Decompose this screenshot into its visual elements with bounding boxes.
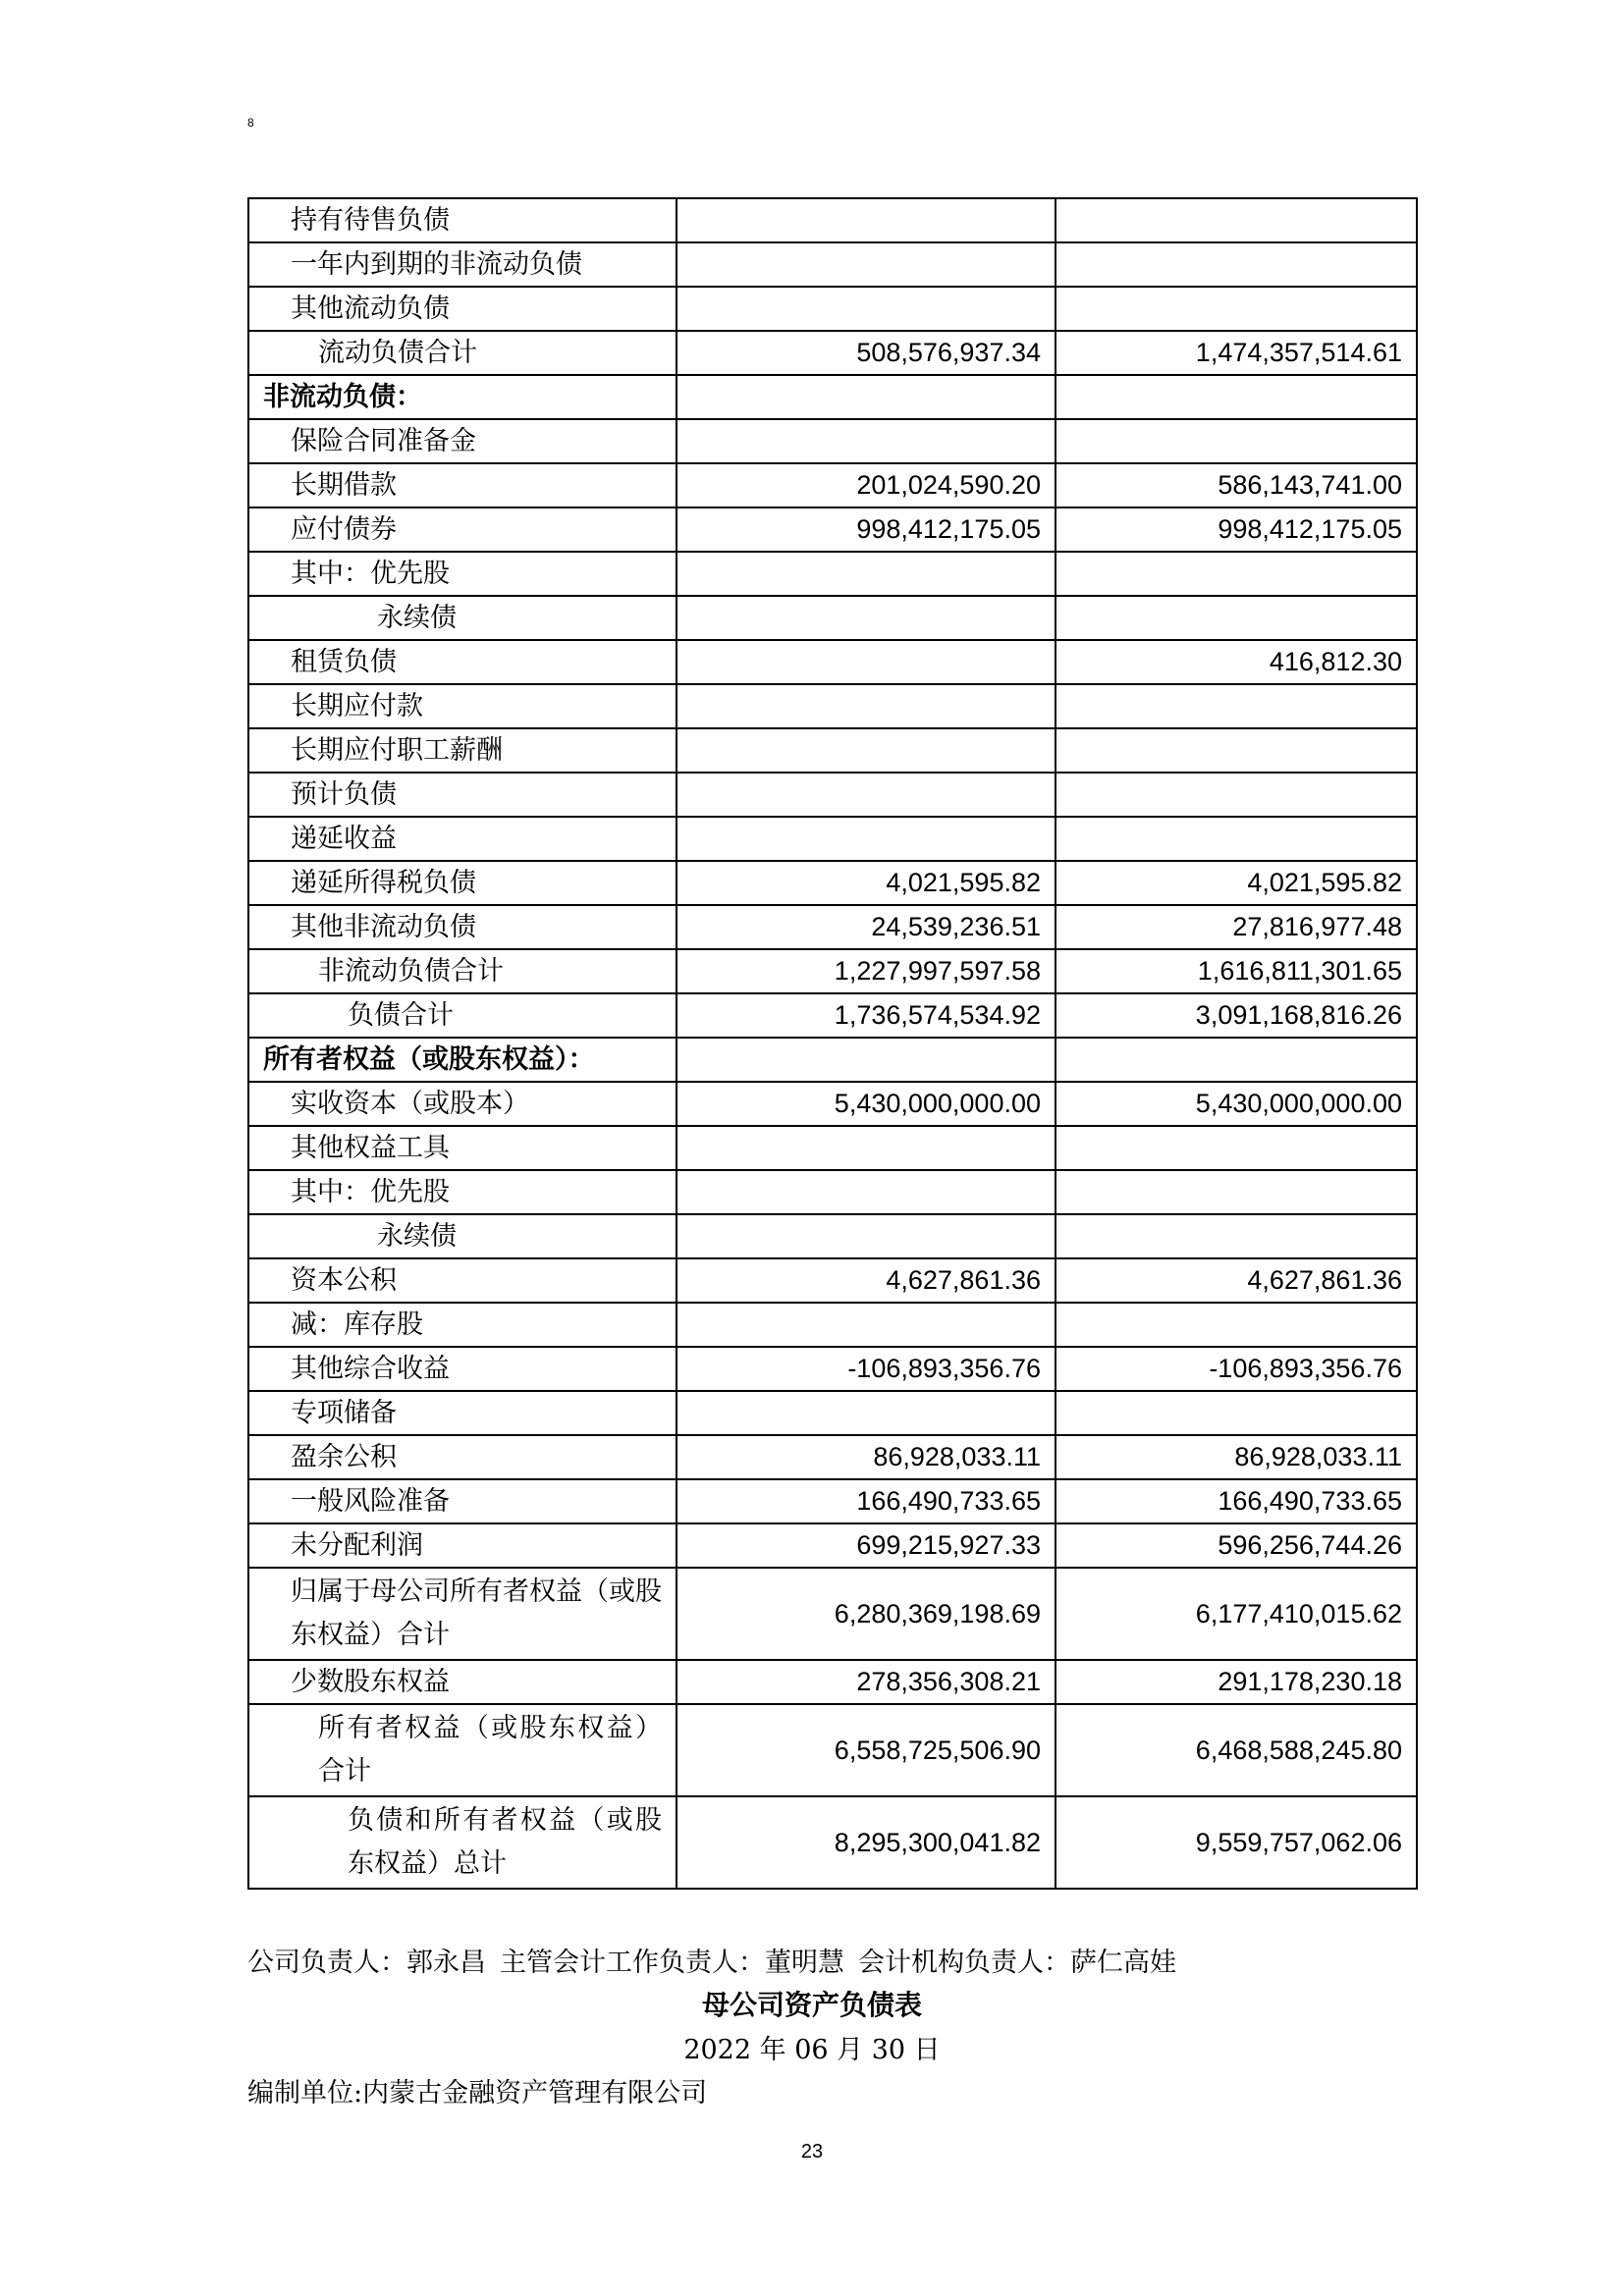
row-label: 一年内到期的非流动负债 <box>248 242 677 287</box>
prior-period-value: -106,893,356.76 <box>1056 1347 1417 1391</box>
table-row <box>248 331 1417 375</box>
period-end-value <box>677 773 1056 817</box>
table-row <box>248 1479 1417 1523</box>
period-end-value <box>677 552 1056 596</box>
prior-period-value <box>1056 1038 1417 1082</box>
period-end-value: 6,280,369,198.69 <box>677 1568 1056 1660</box>
period-end-value <box>677 728 1056 773</box>
table-row <box>248 949 1417 993</box>
prior-period-value: 1,474,357,514.61 <box>1056 331 1417 375</box>
period-end-value <box>677 1038 1056 1082</box>
prior-period-value: 998,412,175.05 <box>1056 507 1417 552</box>
prior-period-value <box>1056 552 1417 596</box>
prior-period-value: 9,559,757,062.06 <box>1056 1796 1417 1889</box>
row-label: 非流动负债： <box>248 375 677 419</box>
row-label: 其中：优先股 <box>248 552 677 596</box>
period-end-value: 86,928,033.11 <box>677 1435 1056 1479</box>
period-end-value: 508,576,937.34 <box>677 331 1056 375</box>
period-end-value: 4,021,595.82 <box>677 861 1056 905</box>
table-row <box>248 1523 1417 1568</box>
row-label: 预计负债 <box>248 773 677 817</box>
period-end-value <box>677 198 1056 242</box>
table-row <box>248 684 1417 728</box>
period-end-value <box>677 640 1056 684</box>
accounting-head: 主管会计工作负责人：董明慧 <box>500 1948 844 1978</box>
prior-period-value: 586,143,741.00 <box>1056 463 1417 507</box>
table-row <box>248 1660 1417 1704</box>
table-row <box>248 287 1417 331</box>
table-row <box>248 1303 1417 1347</box>
row-label: 永续债 <box>248 1214 677 1258</box>
agency-head: 会计机构负责人：萨仁高娃 <box>858 1948 1176 1978</box>
table-row <box>248 1568 1417 1660</box>
table-row <box>248 1435 1417 1479</box>
prior-period-value <box>1056 1214 1417 1258</box>
prior-period-value: 596,256,744.26 <box>1056 1523 1417 1568</box>
prior-period-value <box>1056 1391 1417 1435</box>
period-end-value: 4,627,861.36 <box>677 1258 1056 1303</box>
prior-period-value: 5,430,000,000.00 <box>1056 1082 1417 1126</box>
row-label: 递延所得税负债 <box>248 861 677 905</box>
row-label: 负债和所有者权益（或股东权益）总计 <box>248 1796 677 1889</box>
table-row <box>248 993 1417 1038</box>
prior-period-value: 86,928,033.11 <box>1056 1435 1417 1479</box>
prior-period-value: 3,091,168,816.26 <box>1056 993 1417 1038</box>
table-row <box>248 419 1417 463</box>
prior-period-value <box>1056 684 1417 728</box>
prior-period-value <box>1056 375 1417 419</box>
table-row <box>248 198 1417 242</box>
row-label: 其他流动负债 <box>248 287 677 331</box>
period-end-value: 699,215,927.33 <box>677 1523 1056 1568</box>
balance-sheet-body <box>248 198 1417 1889</box>
table-row <box>248 728 1417 773</box>
prior-period-value <box>1056 1170 1417 1214</box>
period-end-value <box>677 419 1056 463</box>
table-row <box>248 463 1417 507</box>
row-label: 其他综合收益 <box>248 1347 677 1391</box>
prior-period-value: 1,616,811,301.65 <box>1056 949 1417 993</box>
period-end-value: 278,356,308.21 <box>677 1660 1056 1704</box>
table-row <box>248 552 1417 596</box>
parent-balance-sheet-title: 母公司资产负债表 <box>701 1989 922 2021</box>
table-row <box>248 1038 1417 1082</box>
page-number: 23 <box>800 2141 824 2163</box>
row-label: 递延收益 <box>248 817 677 861</box>
prior-period-value <box>1056 596 1417 640</box>
period-end-value <box>677 287 1056 331</box>
prior-period-value <box>1056 198 1417 242</box>
row-label: 所有者权益（或股东权益）合计 <box>248 1704 677 1796</box>
row-label: 应付债券 <box>248 507 677 552</box>
prior-period-value: 4,627,861.36 <box>1056 1258 1417 1303</box>
table-row <box>248 1704 1417 1796</box>
table-row <box>248 242 1417 287</box>
preparing-unit: 编制单位:内蒙古金融资产管理有限公司 <box>247 2078 708 2109</box>
period-end-value <box>677 242 1056 287</box>
prior-period-value: 416,812.30 <box>1056 640 1417 684</box>
period-end-value <box>677 817 1056 861</box>
period-end-value <box>677 684 1056 728</box>
balance-sheet-table <box>247 197 1418 1890</box>
row-label: 归属于母公司所有者权益（或股东权益）合计 <box>248 1568 677 1660</box>
period-end-value: 201,024,590.20 <box>677 463 1056 507</box>
period-end-value: 8,295,300,041.82 <box>677 1796 1056 1889</box>
row-label: 其他非流动负债 <box>248 905 677 949</box>
row-label: 长期应付职工薪酬 <box>248 728 677 773</box>
table-row <box>248 1347 1417 1391</box>
row-label: 长期借款 <box>248 463 677 507</box>
corner-mark: 8 <box>247 116 254 130</box>
period-end-value: 998,412,175.05 <box>677 507 1056 552</box>
table-row <box>248 375 1417 419</box>
period-end-value <box>677 1126 1056 1170</box>
prior-period-value: 6,177,410,015.62 <box>1056 1568 1417 1660</box>
period-end-value <box>677 1303 1056 1347</box>
table-row <box>248 1170 1417 1214</box>
row-label: 其中：优先股 <box>248 1170 677 1214</box>
table-row <box>248 1258 1417 1303</box>
row-label: 资本公积 <box>248 1258 677 1303</box>
prior-period-value <box>1056 287 1417 331</box>
row-label: 其他权益工具 <box>248 1126 677 1170</box>
row-label: 永续债 <box>248 596 677 640</box>
period-end-value: 24,539,236.51 <box>677 905 1056 949</box>
row-label: 流动负债合计 <box>248 331 677 375</box>
row-label: 长期应付款 <box>248 684 677 728</box>
table-row <box>248 1391 1417 1435</box>
signature-line <box>247 1941 1190 1979</box>
table-row <box>248 640 1417 684</box>
prior-period-value <box>1056 1303 1417 1347</box>
period-end-value <box>677 1170 1056 1214</box>
prior-period-value <box>1056 728 1417 773</box>
prior-period-value: 27,816,977.48 <box>1056 905 1417 949</box>
report-date: 2022 年 06 月 30 日 <box>683 2035 941 2065</box>
period-end-value: 166,490,733.65 <box>677 1479 1056 1523</box>
table-row <box>248 1214 1417 1258</box>
company-head: 公司负责人：郭永昌 <box>247 1948 486 1978</box>
table-row <box>248 861 1417 905</box>
prior-period-value: 291,178,230.18 <box>1056 1660 1417 1704</box>
row-label: 一般风险准备 <box>248 1479 677 1523</box>
table-row <box>248 1126 1417 1170</box>
period-end-value: -106,893,356.76 <box>677 1347 1056 1391</box>
row-label: 专项储备 <box>248 1391 677 1435</box>
table-row <box>248 905 1417 949</box>
table-row <box>248 773 1417 817</box>
prior-period-value: 166,490,733.65 <box>1056 1479 1417 1523</box>
row-label: 负债合计 <box>248 993 677 1038</box>
prior-period-value: 6,468,588,245.80 <box>1056 1704 1417 1796</box>
period-end-value: 1,227,997,597.58 <box>677 949 1056 993</box>
table-row <box>248 596 1417 640</box>
period-end-value <box>677 596 1056 640</box>
row-label: 租赁负债 <box>248 640 677 684</box>
table-row <box>248 1796 1417 1889</box>
period-end-value: 5,430,000,000.00 <box>677 1082 1056 1126</box>
prior-period-value <box>1056 1126 1417 1170</box>
prior-period-value <box>1056 242 1417 287</box>
row-label: 盈余公积 <box>248 1435 677 1479</box>
table-row <box>248 507 1417 552</box>
table-row <box>248 1082 1417 1126</box>
period-end-value: 1,736,574,534.92 <box>677 993 1056 1038</box>
row-label: 保险合同准备金 <box>248 419 677 463</box>
row-label: 未分配利润 <box>248 1523 677 1568</box>
row-label: 持有待售负债 <box>248 198 677 242</box>
period-end-value: 6,558,725,506.90 <box>677 1704 1056 1796</box>
row-label: 减：库存股 <box>248 1303 677 1347</box>
period-end-value <box>677 1391 1056 1435</box>
prior-period-value <box>1056 419 1417 463</box>
row-label: 少数股东权益 <box>248 1660 677 1704</box>
period-end-value <box>677 375 1056 419</box>
row-label: 实收资本（或股本） <box>248 1082 677 1126</box>
prior-period-value <box>1056 817 1417 861</box>
period-end-value <box>677 1214 1056 1258</box>
prior-period-value: 4,021,595.82 <box>1056 861 1417 905</box>
row-label: 所有者权益（或股东权益）： <box>248 1038 677 1082</box>
prior-period-value <box>1056 773 1417 817</box>
table-row <box>248 817 1417 861</box>
row-label: 非流动负债合计 <box>248 949 677 993</box>
